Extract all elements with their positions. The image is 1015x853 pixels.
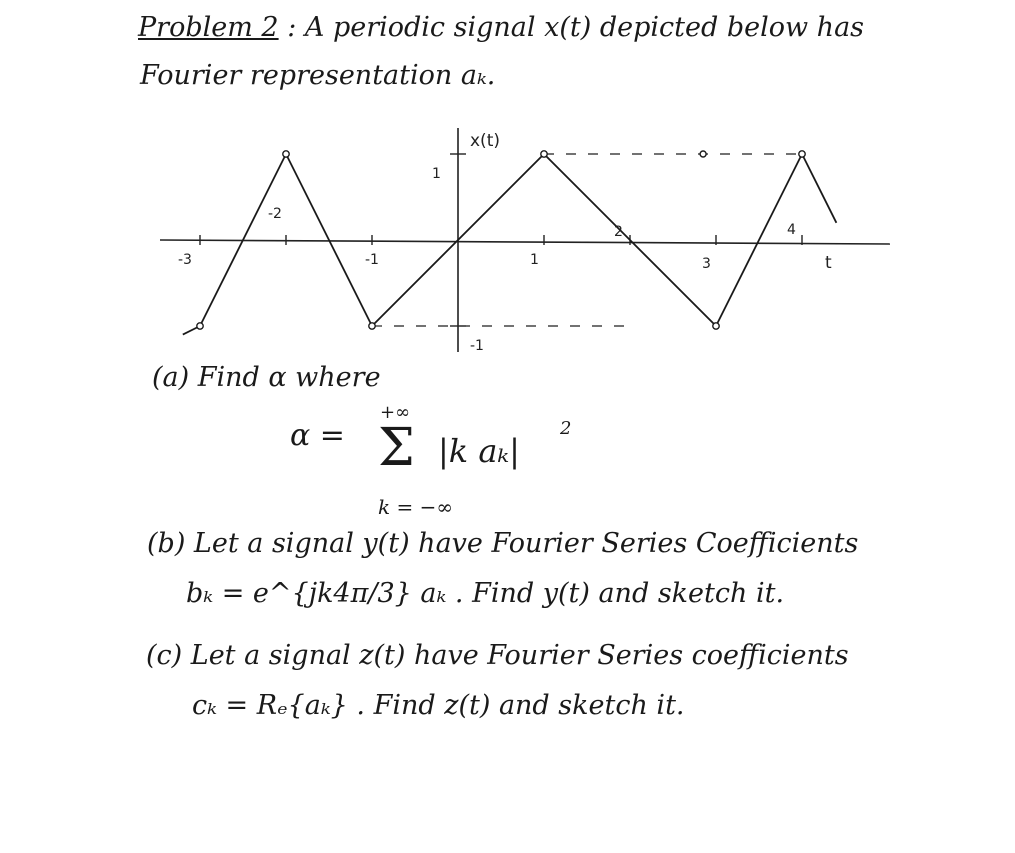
sum-lower-limit: k = −∞ xyxy=(378,495,454,519)
x-tick-3: 3 xyxy=(702,256,711,272)
sigma-icon: Σ xyxy=(378,418,415,478)
guide-dot xyxy=(700,151,706,157)
plot-axes xyxy=(160,128,890,352)
y-tick-bottom: -1 xyxy=(470,338,484,354)
part-c-line1: (c) Let a signal z(t) have Fourier Series coefficients xyxy=(146,640,849,671)
y-axis-label: x(t) xyxy=(470,131,500,151)
part-c-line2: cₖ = Rₑ{aₖ} . Find z(t) and sketch it. xyxy=(192,690,685,721)
signal-vertex-0 xyxy=(197,323,203,329)
x-tick-2: 2 xyxy=(614,224,623,240)
x-tick-neg2: -2 xyxy=(268,206,282,222)
alpha-lhs: α = xyxy=(290,418,345,453)
part-a-intro: (a) Find α where xyxy=(152,362,381,393)
part-b-line1: (b) Let a signal y(t) have Fourier Series Coefficients xyxy=(147,528,859,559)
x-tick-neg1: -1 xyxy=(365,252,379,268)
signal-vertex-1 xyxy=(283,151,289,157)
signal-vertex-3 xyxy=(541,151,547,157)
x-tick-neg3: -3 xyxy=(178,252,192,268)
problem-label: Problem 2 xyxy=(138,12,279,43)
signal-vertex-4 xyxy=(713,323,719,329)
problem-statement-line2: Fourier representation aₖ. xyxy=(140,60,496,91)
sum-term: |k aₖ| xyxy=(438,432,520,470)
problem-statement-line1: : A periodic signal x(t) depicted below has xyxy=(287,12,865,43)
x-axis-label: t xyxy=(825,253,832,273)
x-tick-4: 4 xyxy=(787,222,796,238)
sum-upper-limit: +∞ xyxy=(380,402,411,423)
part-b-line2: bₖ = e^{jk4π/3} aₖ . Find y(t) and sketch it. xyxy=(186,578,785,609)
signal-vertex-2 xyxy=(369,323,375,329)
y-tick-top: 1 xyxy=(432,166,441,182)
x-axis-line xyxy=(160,240,890,244)
signal-line xyxy=(183,154,837,335)
sum-exponent: 2 xyxy=(560,418,572,439)
signal-vertex-5 xyxy=(799,151,805,157)
x-tick-1: 1 xyxy=(530,252,539,268)
